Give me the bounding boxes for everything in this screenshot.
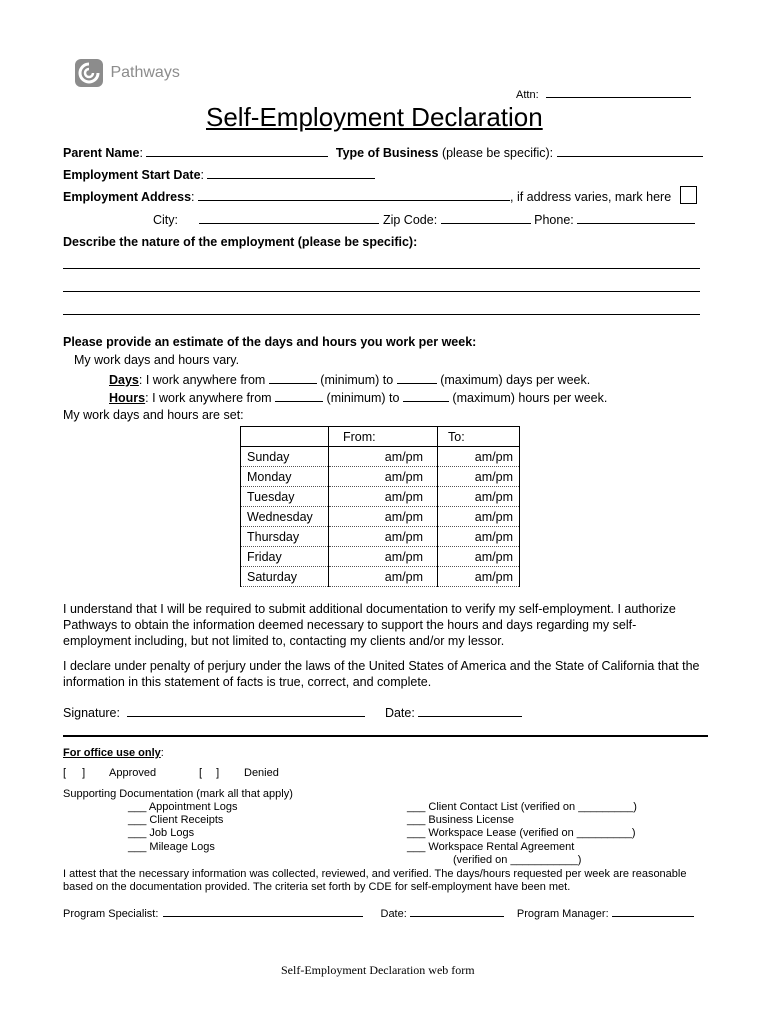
list-item[interactable] [407, 814, 514, 826]
start-date-label: Employment Start Date [63, 168, 201, 182]
signature-field[interactable] [127, 705, 365, 717]
signature-row [63, 705, 522, 720]
perjury-line-1: I declare under penalty of perjury under the laws of the United States of America and the State of California that the [63, 659, 700, 673]
bracket-close: ] [216, 767, 220, 779]
table-row [241, 467, 520, 487]
day-name: Saturday [241, 567, 329, 587]
type-of-business-label: Type of Business [335, 146, 439, 160]
to-ampm[interactable]: am/pm [438, 467, 520, 487]
hours-label: Hours [109, 391, 146, 405]
office-date-label: Date: [380, 908, 407, 920]
day-name: Sunday [241, 447, 329, 467]
address-varies-label: , if address varies, mark here [510, 190, 672, 204]
approved-checkbox[interactable] [63, 767, 85, 779]
list-item[interactable] [128, 827, 194, 839]
phone-field[interactable] [577, 212, 695, 224]
zip-field[interactable] [441, 212, 531, 224]
address-label: Employment Address [63, 190, 192, 204]
item-label: Business License [428, 814, 515, 826]
days-row [109, 372, 590, 387]
list-item[interactable] [407, 801, 637, 813]
pathways-logo [74, 58, 180, 88]
schedule-header-to: To: [438, 427, 520, 447]
describe-line-3[interactable] [63, 314, 700, 315]
page-title: Self-Employment Declaration [206, 102, 543, 132]
hours-set: My work days and hours are set: [63, 408, 244, 422]
attn-label: Attn: [516, 89, 539, 101]
hours-max-field[interactable] [403, 390, 449, 402]
item-label: Client Receipts [149, 814, 224, 826]
office-heading-row [63, 747, 164, 759]
authorization-line-2: Pathways to obtain the information deemed necessary to support the hours and days regarding my self- [63, 618, 637, 632]
bracket-open: [ [63, 767, 67, 779]
attest-line-1: I attest that the necessary information was collected, reviewed, and verified. The days/hours requested per week are reasonable [63, 868, 687, 880]
from-ampm[interactable]: am/pm [329, 447, 438, 467]
from-ampm[interactable]: am/pm [329, 547, 438, 567]
parent-name-label: Parent Name [63, 146, 140, 160]
start-date-row: Employment Start Date: [63, 167, 375, 182]
perjury-line-2: information in this statement of facts is true, correct, and complete. [63, 675, 432, 689]
day-name: Tuesday [241, 487, 329, 507]
hours-text-a: : I work anywhere from [145, 391, 272, 405]
days-text-b: (minimum) to [320, 373, 394, 387]
supporting-docs-label: Supporting Documentation (mark all that apply) [63, 788, 293, 800]
list-item[interactable] [128, 841, 215, 853]
attn-field[interactable] [546, 88, 691, 98]
denied-checkbox[interactable] [199, 767, 219, 779]
logo-text: Pathways [110, 64, 180, 81]
days-max-field[interactable] [397, 372, 437, 384]
signature-label: Signature: [63, 706, 120, 720]
approved-label: Approved [109, 767, 157, 779]
table-row [241, 447, 520, 467]
office-signoff-row [63, 907, 694, 920]
item-label: Mileage Logs [149, 841, 215, 853]
from-ampm[interactable]: am/pm [329, 567, 438, 587]
blank: ___ [407, 827, 426, 839]
start-date-field[interactable] [207, 167, 375, 179]
pathways-logo-icon [74, 58, 104, 88]
days-min-field[interactable] [269, 372, 317, 384]
schedule-header-row [241, 427, 520, 447]
list-item[interactable] [128, 801, 237, 813]
item-label: Workspace Lease (verified on _________) [428, 827, 636, 839]
city-row [153, 212, 695, 227]
zip-label: Zip Code: [382, 213, 438, 227]
days-text-c: (maximum) days per week. [440, 373, 591, 387]
address-field[interactable] [198, 189, 510, 201]
office-divider [63, 735, 708, 737]
item-label: Workspace Rental Agreement [428, 841, 575, 853]
table-row [241, 527, 520, 547]
program-specialist-field[interactable] [163, 907, 363, 917]
schedule-header-day [241, 427, 329, 447]
hours-text-c: (maximum) hours per week. [452, 391, 608, 405]
item-label: Appointment Logs [148, 801, 238, 813]
office-heading-colon: : [160, 747, 164, 759]
to-ampm[interactable]: am/pm [438, 487, 520, 507]
city-label: City: [153, 213, 178, 227]
parent-name-field[interactable] [146, 145, 328, 157]
blank: ___ [407, 841, 426, 853]
denied-label: Denied [244, 767, 279, 779]
schedule-table [240, 426, 520, 587]
hours-text-b: (minimum) to [326, 391, 400, 405]
hours-vary: My work days and hours vary. [74, 353, 240, 367]
day-name: Thursday [241, 527, 329, 547]
hours-row [109, 390, 607, 405]
program-specialist-label: Program Specialist: [63, 908, 159, 920]
blank: ___ [128, 841, 147, 853]
blank: ___ [128, 801, 147, 813]
hours-min-field[interactable] [275, 390, 323, 402]
list-item[interactable] [407, 827, 636, 839]
blank: ___ [128, 814, 147, 826]
days-text-a: : I work anywhere from [138, 373, 266, 387]
bracket-open: [ [199, 767, 203, 779]
item-label: Client Contact List (verified on _________) [428, 801, 637, 813]
to-ampm[interactable]: am/pm [438, 507, 520, 527]
signature-date-field[interactable] [418, 705, 522, 717]
address-row: Employment Address: , if address varies, mark here [63, 190, 672, 204]
parent-name-row: Parent Name: Type of Business (please be specific): [63, 145, 703, 160]
from-ampm[interactable]: am/pm [329, 507, 438, 527]
table-row [241, 567, 520, 587]
item-label: Job Logs [149, 827, 195, 839]
describe-line-2[interactable] [63, 291, 700, 292]
program-manager-field[interactable] [612, 907, 694, 917]
from-ampm[interactable]: am/pm [329, 467, 438, 487]
day-name: Wednesday [241, 507, 329, 527]
bracket-close: ] [82, 767, 86, 779]
office-date-field[interactable] [410, 907, 504, 917]
list-item[interactable] [128, 814, 223, 826]
from-ampm[interactable]: am/pm [329, 487, 438, 507]
hours-heading: Please provide an estimate of the days and hours you work per week: [63, 335, 477, 349]
schedule-header-from: From: [329, 427, 438, 447]
table-row [241, 487, 520, 507]
authorization-line-1: I understand that I will be required to submit additional documentation to verify my self-employment. I authorize [63, 602, 676, 616]
authorization-line-3: employment including, but not limited to, contacting my clients and/or my lessor. [63, 634, 505, 648]
day-name: Monday [241, 467, 329, 487]
office-heading: For office use only [63, 747, 161, 759]
to-ampm[interactable]: am/pm [438, 447, 520, 467]
blank: ___ [407, 801, 426, 813]
footer-text: Self-Employment Declaration web form [281, 963, 475, 977]
describe-line-1[interactable] [63, 268, 700, 269]
blank: ___ [128, 827, 147, 839]
to-ampm[interactable]: am/pm [438, 567, 520, 587]
city-field[interactable] [199, 212, 379, 224]
from-ampm[interactable]: am/pm [329, 527, 438, 547]
type-of-business-field[interactable] [557, 145, 703, 157]
date-label: Date: [384, 706, 415, 720]
attest-line-2: based on the documentation provided. The criteria set forth by CDE for self-employment have been met. [63, 881, 571, 893]
table-row [241, 507, 520, 527]
days-label: Days [109, 373, 139, 387]
blank: ___ [407, 814, 426, 826]
list-item[interactable] [407, 841, 574, 853]
program-manager-label: Program Manager: [516, 908, 609, 920]
attn-row [516, 88, 691, 101]
to-ampm[interactable]: am/pm [438, 547, 520, 567]
rental-verified-on[interactable]: (verified on ___________) [453, 854, 582, 866]
type-of-business-note: (please be specific): [441, 146, 554, 160]
phone-label: Phone: [534, 213, 574, 227]
to-ampm[interactable]: am/pm [438, 527, 520, 547]
describe-label: Describe the nature of the employment (please be specific): [63, 235, 418, 249]
day-name: Friday [241, 547, 329, 567]
address-varies-checkbox[interactable] [680, 186, 697, 204]
table-row [241, 547, 520, 567]
